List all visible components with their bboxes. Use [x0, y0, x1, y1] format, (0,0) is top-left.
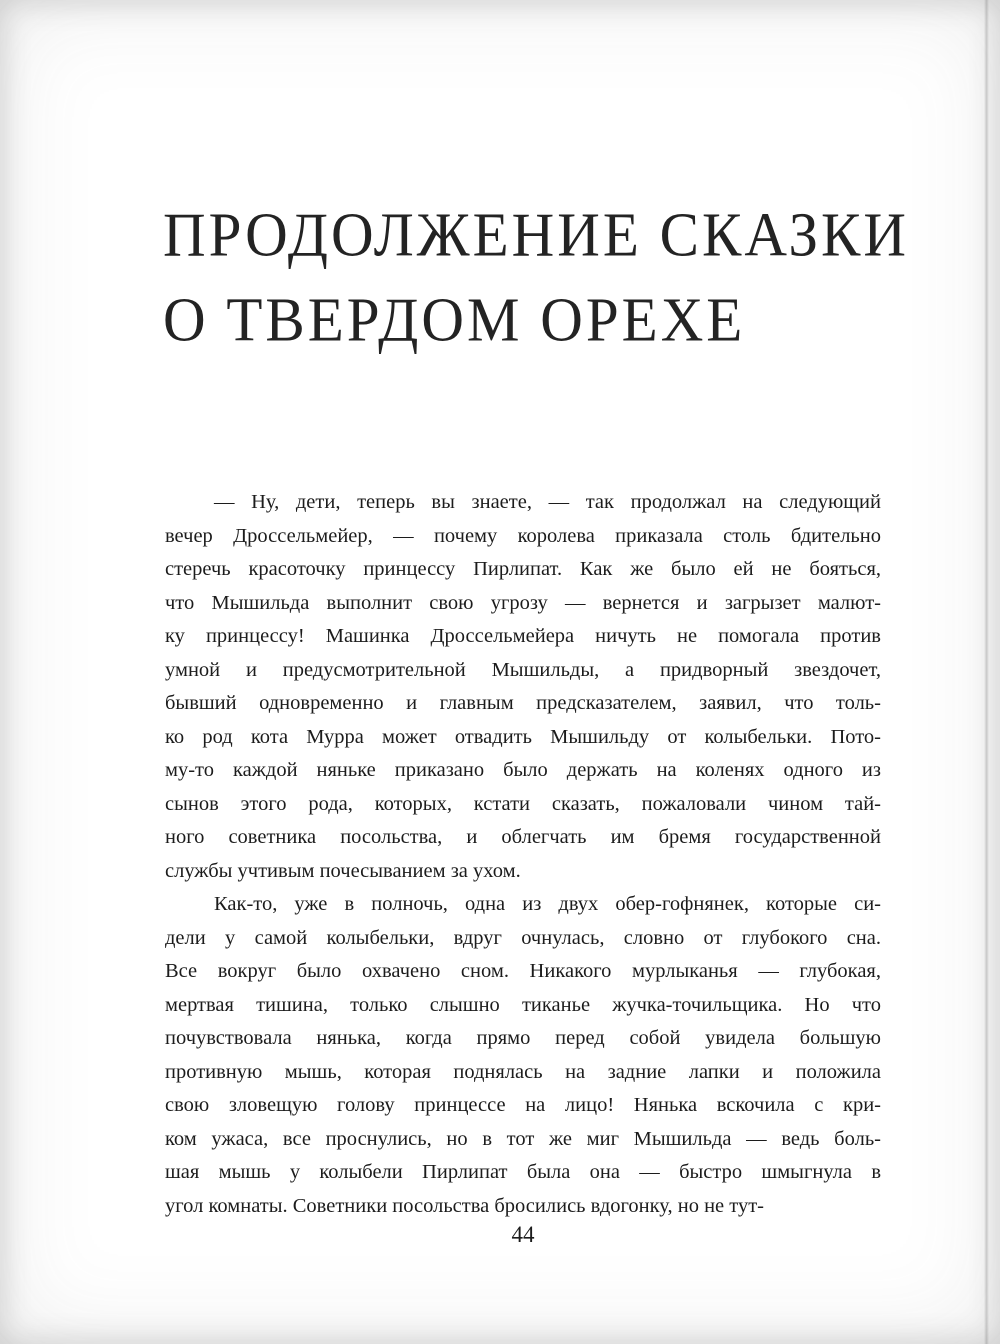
text-line: Как-то, уже в полночь, одна из двух обер-гофнянек, которые си-	[214, 893, 881, 915]
text-line: противную мышь, которая поднялась на задние лапки и положила	[165, 1060, 881, 1083]
chapter-title-line: ПРОДОЛЖЕНИЕ СКАЗКИ	[163, 199, 910, 270]
page-number: 44	[511, 1222, 535, 1247]
text-line: Все вокруг было охвачено сном. Никакого мурлыканья — глубокая,	[165, 960, 881, 982]
text-line: свою зловещую голову принцессе на лицо! Нянька вскочила с кри-	[165, 1094, 881, 1116]
chapter-title-line: О ТВЕРДОМ ОРЕХЕ	[163, 284, 746, 355]
body-text	[165, 486, 881, 1223]
chapter-title	[163, 192, 923, 362]
text-line: мертвая тишина, только слышно тиканье жучка-точильщика. Но что	[165, 993, 881, 1016]
text-line: — Ну, дети, теперь вы знаете, — так продолжал на следующий	[214, 491, 881, 513]
text-line: му-то каждой няньке приказано было держать на коленях одного из	[165, 759, 881, 781]
text-line: службы учтивым почесыванием за ухом.	[165, 859, 521, 882]
page-edge-shadow	[984, 0, 989, 1344]
text-line: дели у самой колыбельки, вдруг очнулась, словно от глубокого сна.	[165, 926, 881, 949]
text-line: умной и предусмотрительной Мышильды, а придворный звездочет,	[165, 658, 881, 681]
text-line: сынов этого рода, которых, кстати сказать, пожаловали чином тай-	[165, 792, 881, 815]
text-line: бывший одновременно и главным предсказателем, заявил, что толь-	[165, 692, 881, 714]
text-line: угол комнаты. Советники посольства бросились вдогонку, но не тут-	[165, 1194, 765, 1217]
text-line: ком ужаса, все проснулись, но в тот же миг Мышильда — ведь боль-	[165, 1127, 881, 1150]
text-line: стеречь красоточку принцессу Пирлипат. Как же было ей не бояться,	[165, 558, 881, 580]
text-line: ко род кота Мурра может отвадить Мышильду от колыбельки. Пото-	[165, 725, 881, 748]
text-line: почувствовала нянька, когда прямо перед собой увидела большую	[165, 1027, 881, 1049]
text-line: шая мышь у колыбели Пирлипат была она — быстро шмыгнула в	[165, 1161, 881, 1183]
text-line: ку принцессу! Машинка Дроссельмейера ничуть не помогала против	[165, 625, 881, 647]
text-line: что Мышильда выполнит свою угрозу — вернется и загрызет малют-	[165, 591, 881, 614]
text-line: вечер Дроссельмейер, — почему королева приказала столь бдительно	[165, 524, 881, 547]
text-line: ного советника посольства, и облегчать им бремя государственной	[165, 826, 881, 848]
